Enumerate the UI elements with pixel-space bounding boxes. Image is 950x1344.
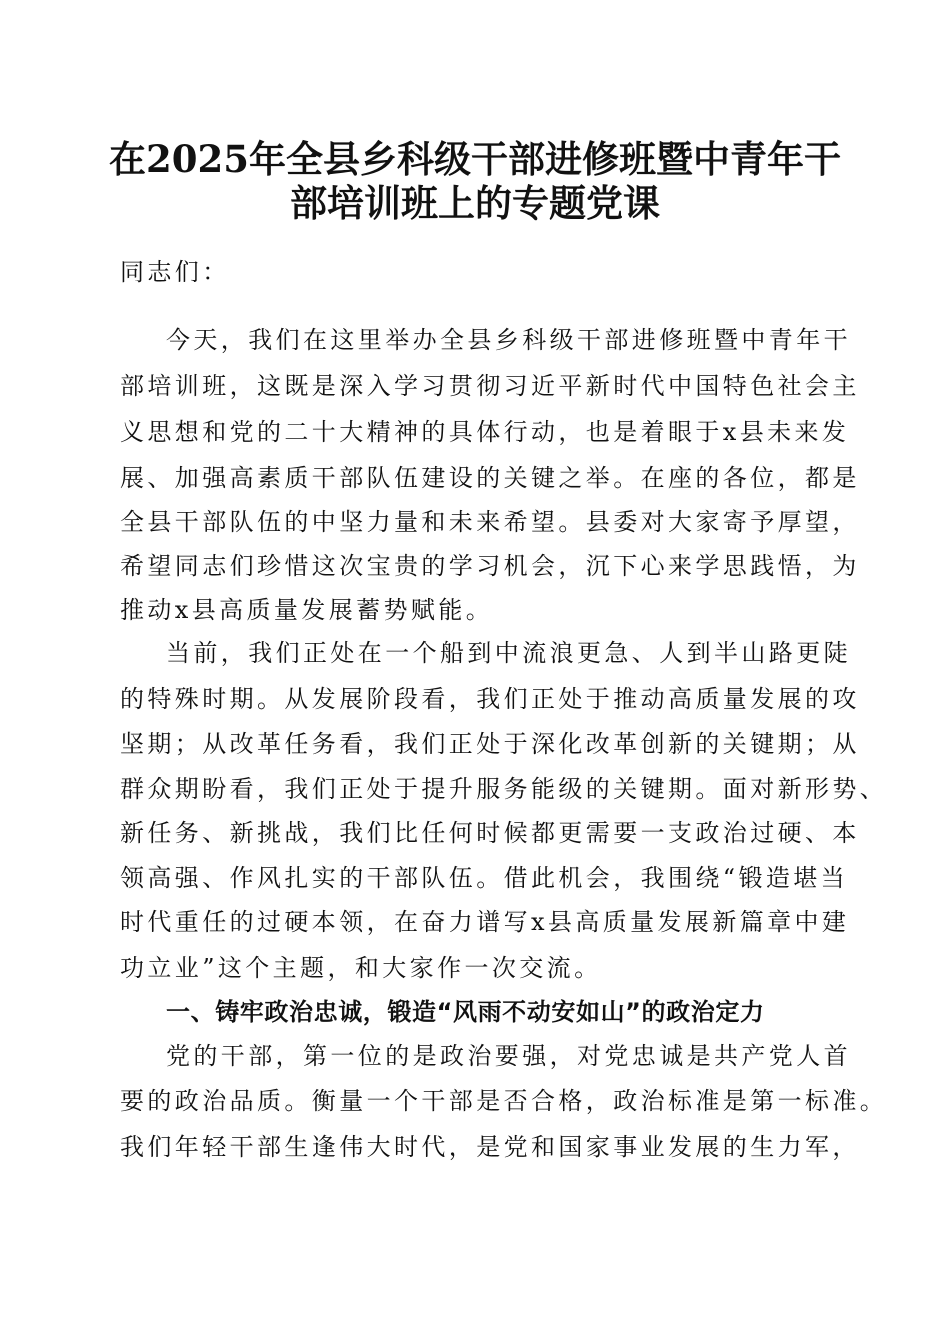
body-line: 时代重任的过硬本领，在奋力谱写x县高质量发展新篇章中建	[120, 908, 850, 936]
body-line: 要的政治品质。衡量一个干部是否合格，政治标准是第一标准。	[120, 1087, 888, 1115]
body-line: 推动x县高质量发展蓄势赋能。	[120, 596, 494, 624]
body-line: 希望同志们珍惜这次宝贵的学习机会，沉下心来学思践悟，为	[120, 552, 860, 580]
body-line: 坚期；从改革任务看，我们正处于深化改革创新的关键期；从	[120, 730, 860, 758]
body-line: 义思想和党的二十大精神的具体行动，也是着眼于x县未来发	[120, 418, 850, 446]
section-heading: 一、铸牢政治忠诚，锻造“风雨不动安如山”的政治定力	[166, 998, 765, 1026]
body-line: 群众期盼看，我们正处于提升服务能级的关键期。面对新形势、	[120, 775, 888, 803]
body-line: 展、加强高素质干部队伍建设的关键之举。在座的各位，都是	[120, 464, 860, 492]
document-title-line-2: 部培训班上的专题党课	[290, 181, 660, 225]
body-line: 部培训班，这既是深入学习贯彻习近平新时代中国特色社会主	[120, 372, 860, 400]
body-line: 我们年轻干部生逢伟大时代，是党和国家事业发展的生力军，	[120, 1133, 860, 1161]
body-line: 的特殊时期。从发展阶段看，我们正处于推动高质量发展的攻	[120, 685, 860, 713]
body-line: 功立业”这个主题，和大家作一次交流。	[120, 954, 602, 982]
body-line: 新任务、新挑战，我们比任何时候都更需要一支政治过硬、本	[120, 819, 860, 847]
document-title-line-1: 在2025年全县乡科级干部进修班暨中青年干	[109, 137, 841, 181]
body-line: 领高强、作风扎实的干部队伍。借此机会，我围绕“锻造堪当	[120, 864, 849, 892]
body-line: 党的干部，第一位的是政治要强，对党忠诚是共产党人首	[166, 1042, 851, 1070]
salutation: 同志们：	[120, 258, 230, 286]
body-line: 今天，我们在这里举办全县乡科级干部进修班暨中青年干	[166, 326, 851, 354]
body-line: 全县干部队伍的中坚力量和未来希望。县委对大家寄予厚望，	[120, 508, 860, 536]
body-line: 当前，我们正处在一个船到中流浪更急、人到半山路更陡	[166, 639, 851, 667]
